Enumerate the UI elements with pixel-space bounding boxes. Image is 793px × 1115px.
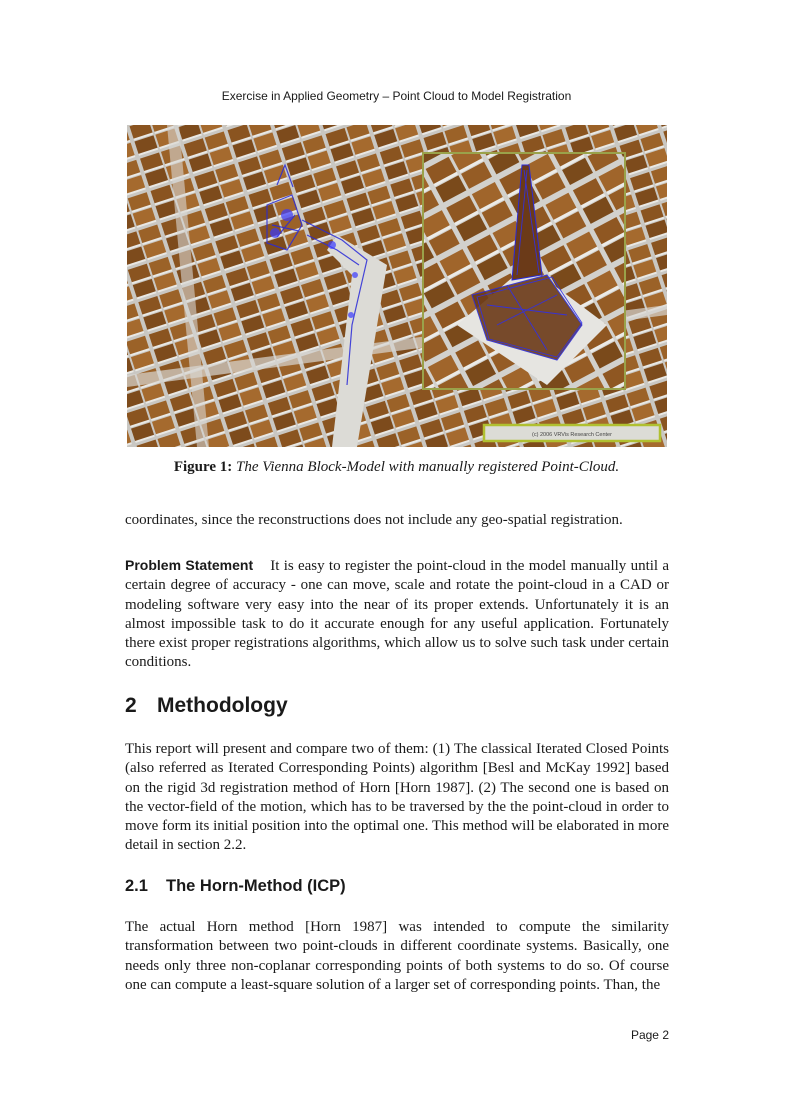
methodology-paragraph: [125, 740, 669, 856]
running-header: Exercise in Applied Geometry – Point Cloud to Model Registration: [221, 89, 572, 103]
subsection-title: The Horn-Method (ICP): [166, 877, 346, 895]
problem-statement-text: It is easy to register the point-cloud in the model manually until a certain degree of accuracy - one can move, scale and rotate the point-cloud in a CAD or modeling software very easy into the near of its proper extends. Unfortunately it is an almost impossible task to do it accurate enough for any useful application. Fortunately there exist proper registrations algorithms, which allow us to solve such task under certain conditions.: [125, 558, 670, 671]
city-model-image: [127, 125, 667, 447]
problem-statement-heading: Problem Statement: [125, 557, 254, 573]
horn-method-paragraph: [125, 918, 669, 995]
continuation-paragraph: coordinates, since the reconstructions does not include any geo-spatial registration.: [125, 512, 623, 528]
figure-caption-text: The Vienna Block-Model with manually registered Point-Cloud.: [236, 459, 620, 475]
section-number: 2: [125, 694, 137, 717]
methodology-text-d: .: [242, 837, 247, 854]
methodology-text-c: . (2) The second one is based on the vector-field of the motion, which has to be traversed by the the point-cloud in order to move form its initial position into the optimal one. This method will be elaborated in more detail in section: [125, 779, 669, 854]
subsection-number: 2.1: [125, 877, 148, 895]
section-title: Methodology: [157, 694, 288, 717]
horn-text-b: was intended to compute the similarity transformation between two point-clouds in different coordinate systems. Basically, one needs only three non-coplanar corresponding points of both systems to do so. Of course one can compute a least-square solution of a larger set of corresponding points. Than, the: [125, 919, 669, 993]
methodology-text-a: This report will present and compare two of them: (1) The classical Iterated Closed Points (also referred as Iterated Corresponding Points) algorithm: [125, 741, 669, 777]
page-number: Page 2: [630, 1028, 669, 1042]
citation-besl-mckay[interactable]: [Besl and McKay 1992]: [482, 760, 631, 777]
figure-caption: [0, 459, 793, 476]
subsection-heading-horn-method: [125, 877, 346, 896]
citation-horn-2[interactable]: [Horn 1987]: [305, 919, 388, 935]
figure-caption-label: Figure 1:: [173, 459, 233, 475]
methodology-text-b: based on the rigid 3d registration method of Horn: [125, 760, 669, 796]
image-watermark: (c) 2006 VRVis Research Center: [532, 432, 612, 438]
problem-statement-paragraph: [125, 556, 669, 673]
figure-vienna-block-model: [127, 125, 667, 447]
section-reference-link[interactable]: 2.2: [223, 837, 243, 854]
section-heading-methodology: [125, 694, 288, 718]
horn-text-a: The actual Horn method: [125, 919, 306, 935]
citation-horn[interactable]: [Horn 1987]: [394, 779, 471, 796]
